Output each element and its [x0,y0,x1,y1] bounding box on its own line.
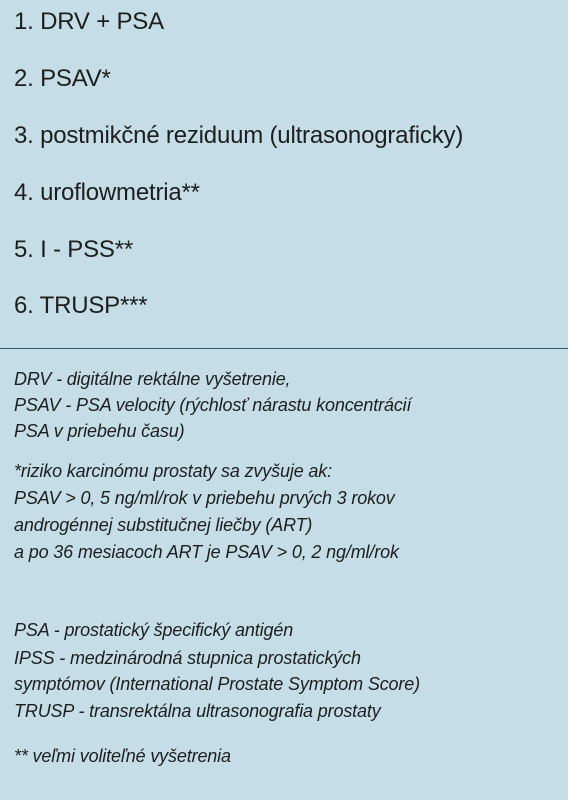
list-item: 1. DRV + PSA [14,8,164,35]
list-item: 5. I - PSS** [14,236,133,263]
note-risk-line: PSAV > 0, 5 ng/ml/rok v priebehu prvých 3 rokov [14,488,395,508]
note-definition-line: PSA v priebehu času) [14,421,185,441]
note-abbreviation-line: TRUSP - transrektálna ultrasonografia prostaty [14,701,381,721]
note-risk-line: a po 36 mesiacoch ART je PSAV > 0, 2 ng/ml/rok [14,542,399,562]
list-item: 2. PSAV* [14,65,111,92]
note-risk-line: *riziko karcinómu prostaty sa zvyšuje ak: [14,461,332,481]
note-abbreviation-line: IPSS - medzinárodná stupnica prostatických [14,648,361,668]
note-definition-line: PSAV - PSA velocity (rýchlosť nárastu koncentrácií [14,395,412,415]
list-item: 4. uroflowmetria** [14,179,200,206]
note-optional-line: ** veľmi voliteľné vyšetrenia [14,746,231,766]
list-item: 3. postmikčné reziduum (ultrasonograficky) [14,122,464,149]
list-item: 6. TRUSP*** [14,292,148,319]
section-divider [0,348,568,349]
examination-list [0,0,568,349]
note-risk-line: androgénnej substitučnej liečby (ART) [14,515,313,535]
note-abbreviation-line: PSA - prostatický špecifický antigén [14,620,294,640]
note-abbreviation-line: symptómov (International Prostate Symptom Score) [14,674,420,694]
note-definition-line: DRV - digitálne rektálne vyšetrenie, [14,369,291,389]
